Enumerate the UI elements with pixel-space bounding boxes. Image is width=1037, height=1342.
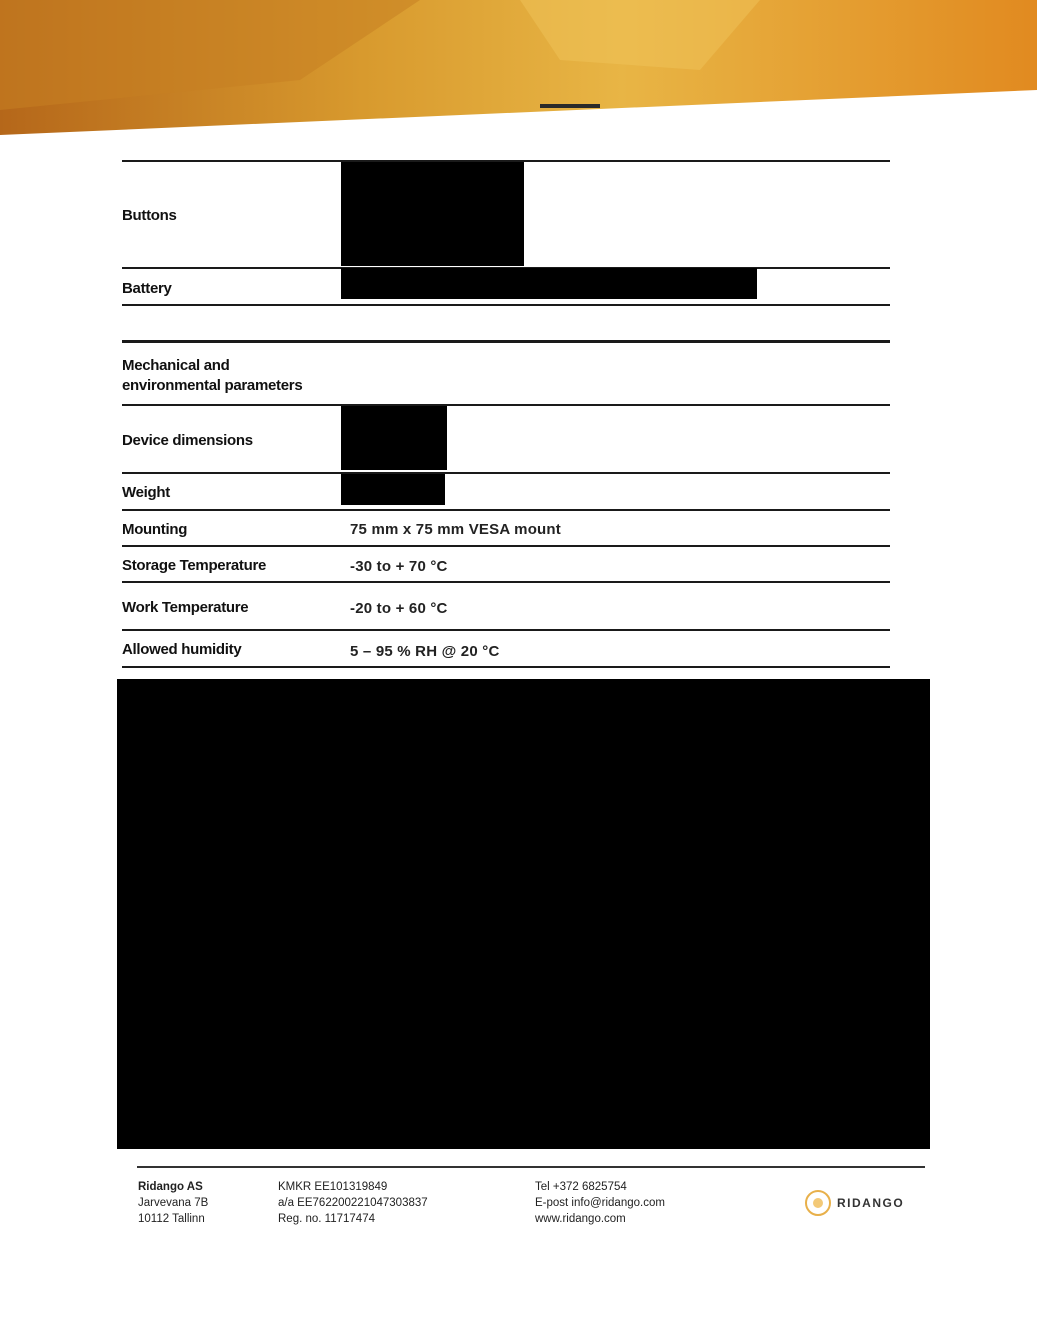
section-title-line-2: environmental parameters (122, 377, 303, 394)
section-title (122, 356, 302, 396)
table-rule (122, 629, 890, 631)
section-rule (122, 340, 890, 343)
footer-vat-number: KMKR EE101319849 (278, 1181, 388, 1193)
row-label-mounting: Mounting (122, 521, 188, 538)
footer-address-line-2: 10112 Tallinn (138, 1213, 205, 1225)
logo-mark-icon (805, 1190, 831, 1216)
footer-company-block (138, 1179, 208, 1227)
row-value-storage-temperature: -30 to + 70 °C (350, 558, 448, 575)
row-label-storage-temperature: Storage Temperature (122, 557, 267, 574)
table-rule (122, 509, 890, 511)
table-rule (122, 304, 890, 306)
header-banner (0, 0, 1037, 140)
table-rule (122, 545, 890, 547)
footer-registration-block (278, 1179, 428, 1227)
row-label-battery: Battery (122, 280, 172, 297)
footer-website[interactable]: www.ridango.com (535, 1213, 626, 1225)
logo-wordmark: RIDANGO (837, 1196, 905, 1210)
footer-contact-block (535, 1179, 665, 1227)
footer-phone: Tel +372 6825754 (535, 1181, 627, 1193)
footer-rule (137, 1166, 925, 1168)
row-label-device-dimensions: Device dimensions (122, 432, 253, 449)
table-rule (122, 472, 890, 474)
redacted-block (341, 406, 447, 470)
redacted-block (341, 474, 445, 505)
footer-reg-number: Reg. no. 11717474 (278, 1213, 375, 1225)
row-value-mounting: 75 mm x 75 mm VESA mount (350, 521, 561, 538)
footer-account-number: a/a EE762200221047303837 (278, 1197, 428, 1209)
redacted-block (341, 162, 524, 266)
section-title-line-1: Mechanical and (122, 357, 230, 374)
row-label-weight: Weight (122, 484, 170, 501)
table-rule (122, 666, 890, 668)
row-value-allowed-humidity: 5 – 95 % RH @ 20 °C (350, 643, 500, 660)
footer-address-line-1: Jarvevana 7B (138, 1197, 209, 1209)
company-logo (805, 1190, 904, 1216)
redacted-image-block (117, 679, 930, 1149)
redacted-block (341, 268, 757, 299)
table-rule (122, 404, 890, 406)
row-label-buttons: Buttons (122, 207, 177, 224)
table-rule (122, 581, 890, 583)
footer-email[interactable]: E-post info@ridango.com (535, 1197, 665, 1209)
row-label-allowed-humidity: Allowed humidity (122, 641, 242, 658)
footer-company-name: Ridango AS (138, 1181, 203, 1193)
row-value-work-temperature: -20 to + 60 °C (350, 600, 448, 617)
row-label-work-temperature: Work Temperature (122, 599, 249, 616)
